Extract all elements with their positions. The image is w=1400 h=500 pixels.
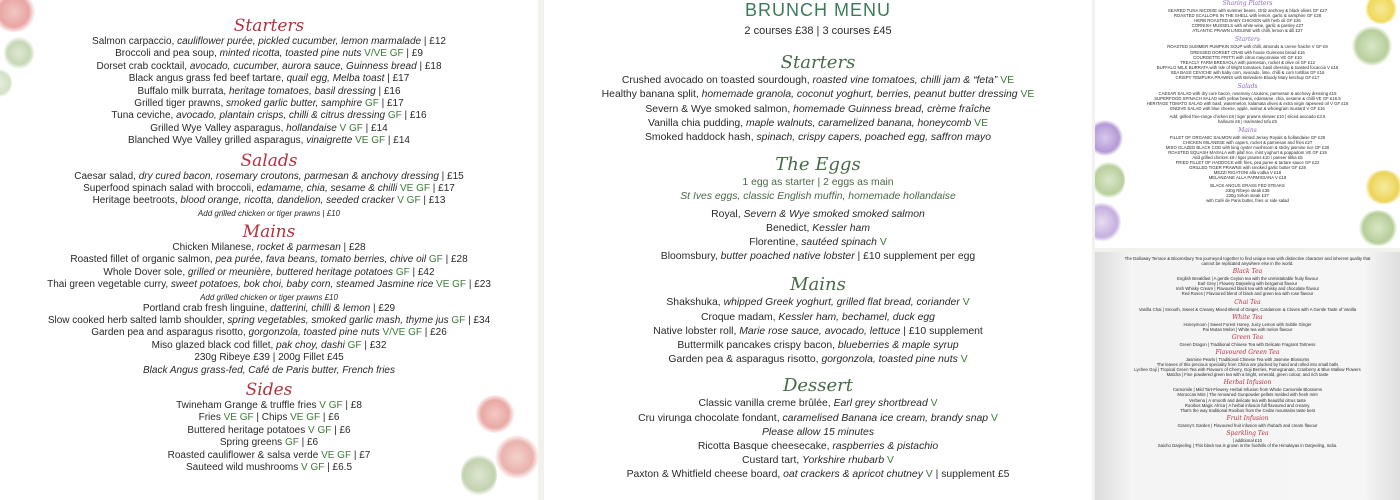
tea-item: Saicho Darjeeling | This black tea is grown in the foothills of the Himalayas in Darjeeling, India.	[1157, 442, 1338, 448]
tea-item: Jasmine Pearls | Traditional Chinese Tea with Jasmine Blossoms	[1185, 356, 1310, 362]
main-item: Chicken Milanese, rocket & parmesan | £28	[172, 241, 366, 253]
tea-section-heading: White Tea	[1232, 313, 1263, 321]
tiny-line: FRIED FILLET OF HADDOCK with fries, pea puree & tartare sauce GF £22	[1175, 160, 1320, 166]
tiny-line: CRISPY TEMPURA PRAWNS with Belvedere Bloody Mary ketchup GF £17	[1175, 75, 1320, 81]
brunch-main-item: Shakshuka, whipped Greek yoghurt, grilled flat bread, coriander V	[666, 297, 970, 309]
tea-section-heading: Flavoured Green Tea	[1215, 348, 1280, 356]
eggs-heading: The Eggs	[775, 154, 861, 176]
dessert-item: Ricotta Basque cheesecake, raspberries & pistachio	[697, 441, 939, 453]
tea-item: That's the way traditional Rooibos from the Cedar mountains taste best	[1179, 407, 1316, 413]
brunch-mains-heading: Mains	[790, 274, 846, 296]
dessert-item: Cru virunga chocolate fondant, caramelised Banana ice cream, brandy snap V	[638, 412, 998, 424]
tiny-line: SEA BASS CEVICHE with baby corn, avocado, lime, chilli & corn tortillas GF £16	[1170, 69, 1325, 75]
side-item: Sauteed wild mushrooms V GF | £6.5	[185, 461, 353, 473]
tiny-heading: Sharing Platters	[1222, 0, 1273, 7]
main-item: Slow cooked herb salted lamb shoulder, spring vegetables, smoked garlic mash, thyme jus GF | £34	[47, 314, 491, 326]
side-item: Roasted cauliflower & salsa verde VE GF | £7	[167, 449, 371, 461]
main-item: Roasted fillet of organic salmon, pea purée, fava beans, tomato berries, chive oil GF | £28	[70, 254, 468, 266]
mains-note: Add grilled chicken or tiger prawns £10	[200, 292, 338, 302]
tea-item: Verbena | A smooth and delicate tea with beautiful citrus taste	[1189, 397, 1306, 403]
tiny-line: Add grilled chicken £8 / tiger prawns £10 / paneer tikka £5	[1192, 155, 1303, 161]
tea-item: Moroccan Mint | The renowned Gunpowder pellets melded with fresh mint	[1177, 392, 1318, 398]
tiny-line: MISO GLAZED BLACK COD with king oyster mushroom & sticky jasmine rice GF £30	[1165, 144, 1330, 150]
tiny-heading: Salads	[1237, 83, 1258, 91]
steak-description: Black Angus grass-fed, Café de Paris butter, French fries	[143, 364, 395, 376]
tea-item: English Breakfast | A gentle Ceylon tea with the unmistakable fruity flavour	[1176, 276, 1319, 282]
main-item: Whole Dover sole, grilled or meunière, buttered heritage potatoes GF | £42	[103, 266, 435, 278]
tiny-line: DRESSED DORSET CRAB with house Guinness bread £16	[1190, 49, 1305, 55]
dessert-item: Paxton & Whitfield cheese board, oat crackers & apricot chutney V | supplement £5	[626, 469, 1010, 481]
tiny-line: 230g Ribeye steak £35	[1225, 187, 1270, 193]
egg-item: Florentine, sautéed spinach V	[749, 237, 887, 249]
tiny-line: ENDIVE SALAD with blue cheese, apple, walnut & wholegrain mustard V GF £16	[1170, 106, 1325, 112]
tiny-heading: Starters	[1235, 36, 1260, 44]
side-item: Spring greens GF | £6	[219, 437, 319, 449]
tiny-line: CORNISH MUSSELS with white wine, garlic & parsley £27	[1191, 23, 1304, 29]
salad-item: Caesar salad, dry cured bacon, rosemary croutons, parmesan & anchovy dressing | £15	[74, 170, 464, 182]
tiny-line: Add: grilled free-range chicken £8 | tiger prawns skewer £10 | sliced avocado £3.5	[1169, 113, 1326, 119]
dessert-note: Please allow 15 minutes	[761, 426, 875, 438]
tiny-line: MELANZANE ALLA PARMIGIANA V £18	[1208, 175, 1287, 181]
tiny-line: halloumi £6 | marinated tofu £5	[1218, 118, 1277, 124]
starter-item: Grilled Wye Valley asparagus, hollandaise V GF | £14	[150, 122, 388, 134]
brunch-title: BRUNCH MENU	[745, 0, 891, 20]
tea-item: Green Dragon | Traditional Chinese Tea with Delicate Fragrant Tartness	[1179, 341, 1316, 347]
main-item: Portland crab fresh linguine, datterini, chilli & lemon | £29	[142, 302, 396, 314]
dessert-heading: Dessert	[782, 375, 854, 397]
tea-section-heading: Sparkling Tea	[1226, 429, 1269, 437]
brunch-starter-item: Smoked haddock hash, spinach, crispy capers, poached egg, saffron mayo	[645, 132, 991, 144]
lemon-decoration-bottom	[1358, 160, 1400, 248]
tiny-line: SUPERFOOD SPINACH SALAD with yellow beans, edamame, chia, sesame & chilli VE GF £16.5	[1154, 96, 1341, 102]
side-item: Buttered heritage potatoes V GF | £6	[187, 424, 351, 436]
tea-item: Pai Mutan Melon | White tea with melon flavour	[1202, 326, 1293, 332]
tea-section-heading: Green Tea	[1231, 333, 1264, 341]
salad-item: Superfood spinach salad with broccoli, edamame, chia, sesame & chilli VE GF | £17	[83, 183, 455, 195]
brunch-menu-page	[544, 0, 1092, 500]
tiny-line: ATLANTIC PRAWN LINGUINE with chilli, lemon & dill £27	[1192, 28, 1303, 34]
tea-item: | additional £10	[1232, 437, 1263, 443]
dessert-item: Custard tart, Yorkshire rhubarb V	[742, 455, 894, 467]
salads-heading: Salads	[240, 150, 298, 171]
egg-item: Benedict, Kessler ham	[766, 222, 870, 234]
tiny-line: BUFFALO MILK BURRATA with Isle of Wight tomatoes, basil dressing & toasted focaccia V £16	[1156, 64, 1339, 70]
starter-item: Dorset crab cocktail, avocado, cucumber, aurora sauce, Guinness bread | £18	[96, 60, 442, 72]
lunch-menu-text	[1135, 0, 1360, 203]
brunch-starter-item: Severn & Wye smoked salmon, homemade Guinness bread, crème fraîche	[645, 103, 991, 115]
tiny-line: ROASTED SUMMER PUMPKIN SOUP with chilli, almonds & creme fraiche V GF £9	[1167, 44, 1328, 50]
tiny-line: 230g Sirloin steak £37	[1226, 192, 1269, 198]
tea-item: Earl Grey | Flowery Darjeeling with bergamot flavour	[1197, 281, 1298, 287]
brunch-main-item: Buttermilk pancakes crispy bacon, blueberries & maple syrup	[677, 340, 959, 352]
brunch-starter-item: Vanilla chia pudding, maple walnuts, caramelized banana, honeycomb VE	[647, 117, 989, 129]
tiny-line: COURGETTE FRITTI with citrus mayonnaise VE GF £10	[1193, 54, 1302, 60]
lunch-menu-thumbnail	[1095, 0, 1400, 248]
mains-heading: Mains	[242, 221, 296, 242]
tiny-line: GRILLED TIGER PRAWNS with smoked garlic butter GF £28	[1189, 165, 1306, 171]
tiny-line: ROASTED SQUASH MASALA with pilaf rice, mint yoghurt & poppadom VE GF £19	[1168, 149, 1327, 155]
starter-item: Black angus grass fed beef tartare, quail egg, Melba toast | £17	[128, 73, 410, 85]
tea-section-heading: Chai Tea	[1234, 298, 1261, 306]
eggs-description: St Ives eggs, classic English muffin, homemade hollandaise	[680, 191, 956, 203]
brunch-starter-item: Healthy banana split, homemade granola, coconut yoghurt, berries, peanut butter dressing VE	[601, 89, 1035, 101]
a-la-carte-menu-page	[0, 0, 538, 500]
tea-section-heading: Black Tea	[1232, 268, 1263, 276]
tiny-line: SEARED TUNA NICOISE with summer beans, Ortiz anchovy & black olives GF £27	[1167, 8, 1328, 13]
tea-menu-text	[1123, 256, 1372, 448]
dessert-item: Classic vanilla creme brûlée, Earl grey shortbread V	[698, 398, 938, 410]
tiny-line: with Café de Paris butter, fries or side salad	[1206, 197, 1289, 203]
salads-note: Add grilled chicken or tiger prawns | £10	[197, 208, 341, 218]
tea-intro: The Dalloway Terrace & Bloomsbury Tea journeyed together to find unique teas with distinctive character and inherent quality that cannot be replicated anywhere else in the world.	[1124, 256, 1371, 267]
starter-item: Salmon carpaccio, cauliflower purée, pickled cucumber, lemon marmalade | £12	[92, 36, 446, 47]
side-item: Fries VE GF | Chips VE GF | £6	[198, 412, 340, 424]
steak-prices: 230g Ribeye £39 | 200g Fillet £45	[194, 352, 344, 364]
tiny-line: CAESAR SALAD with dry cure bacon, rosemary croutons, parmesan & anchovy dressing £15	[1158, 91, 1337, 97]
tea-item: Granny's Garden | Flavoured fruit infusion with rhubarb and cream flavour	[1177, 422, 1318, 428]
tiny-line: TREACLY FARM BRESAOLA with parmesan, rocket & olive oil GF £12	[1179, 59, 1315, 65]
brunch-content	[544, 0, 1092, 483]
sides-heading: Sides	[245, 379, 293, 400]
starter-item: Broccoli and pea soup, minted ricotta, toasted pine nuts V/VE GF | £9	[115, 48, 423, 60]
eggs-subtitle: 1 egg as starter | 2 eggs as main	[742, 177, 894, 189]
starter-item: Grilled tiger prawns, smoked garlic butter, samphire GF | £17	[134, 98, 404, 110]
brunch-starter-item: Crushed avocado on toasted sourdough, roasted vine tomatoes, chilli jam & “feta” VE	[621, 75, 1015, 87]
tea-item: Irish Whisky Cream | Flavoured black tea with whisky and chocolate flavour	[1175, 286, 1320, 292]
main-item: Garden pea and asparagus risotto, gorgonzola, toasted pine nuts V/VE GF | £26	[91, 327, 447, 339]
tea-menu-thumbnail	[1095, 252, 1400, 500]
tea-item: Rooibos Magic Africa | A herbal infusion full flavoured and creamy.	[1184, 402, 1311, 408]
starters-heading: Starters	[233, 16, 305, 36]
tea-item: Vanilla Chai | Smooth, Sweet & Creamy Mixed Blend of Ginger, Cardamom & Cloves with A Gentle Taste of Vanilla	[1138, 306, 1357, 312]
starter-item: Tuna ceviche, avocado, plantain crisps, chilli & citrus dressing GF | £16	[111, 110, 427, 122]
brunch-starters-heading: Starters	[780, 52, 856, 74]
tiny-line: HERB ROASTED BABY CHICKEN with herb oil GF £26	[1194, 18, 1301, 24]
main-item: Thai green vegetable curry, sweet potatoes, bok choi, baby corn, steamed Jasmine rice VE GF | £23	[47, 279, 491, 291]
a-la-carte-content	[0, 14, 538, 474]
violet-decoration	[1095, 120, 1133, 248]
tea-item: Honeymoon | Sweet Forest Honey, Juicy Lemon with Subtle Ginger	[1183, 321, 1312, 327]
tiny-line: ROASTED SCALLOPS IN THE SHELL with lemon, garlic & samphire GF £28	[1173, 13, 1322, 19]
tiny-line: HERITAGE TOMATO SALAD with basil, watermelon, kalamata olives & extra virgin rapeseed oil V GF £16	[1146, 101, 1349, 107]
main-item: Miso glazed black cod fillet, pak choy, dashi GF | £32	[151, 339, 387, 351]
tiny-line: BLACK ANGUS GRASS FED STEAKS	[1210, 182, 1285, 188]
tiny-heading: Mains	[1238, 126, 1257, 134]
tea-item: Matcha | Fine powdered green tea with a bright, emerald, green colour, and rich taste	[1166, 372, 1329, 378]
egg-item: Royal, Severn & Wye smoked smoked salmon	[711, 208, 925, 220]
tiny-line: MEZZI RIGATONI alla vodka V £18	[1213, 170, 1282, 176]
egg-item: Bloomsbury, butter poached native lobster | £10 supplement per egg	[660, 251, 976, 263]
side-item: Twineham Grange & truffle fries V GF | £8	[176, 399, 362, 411]
tiny-line: FILLET OF ORGANIC SALMON with minted Jersey Royals & hollandaise GF £25	[1169, 134, 1326, 140]
tea-item: The leaves of this precious speciality from China are plucked by hand and rolled into small balls	[1156, 362, 1339, 368]
brunch-price: 2 courses £38 | 3 courses £45	[744, 25, 892, 37]
tea-section-heading: Fruit Infusion	[1226, 414, 1269, 422]
tea-section-heading: Herbal Infusion	[1223, 379, 1272, 387]
tiny-line: CHICKEN MILANESE with capers, rocket & parmesan and fries £27	[1182, 139, 1313, 145]
starter-item: Blanched Wye Valley grilled asparagus, vinaigrette VE GF | £14	[128, 135, 410, 147]
tea-item: Camomile | Mild Tart-Flowery Herbal Infusion from Whole Camomile Blossoms	[1172, 387, 1323, 393]
brunch-main-item: Croque madam, Kessler ham, bechamel, duck egg	[701, 311, 935, 323]
tea-item: Lychee Goji | Tropical Green Tea with Flavours of Cherry, Goji Berries, Pomegranate, Cranberry & Blue Mallow Flowers	[1134, 367, 1361, 373]
brunch-main-item: Native lobster roll, Marie rose sauce, avocado, lettuce | £10 supplement	[653, 325, 983, 337]
tea-item: Red Roses | Flavoured blend of black and green tea with rose flavour	[1181, 291, 1314, 297]
starter-item: Buffalo milk burrata, heritage tomatoes, basil dressing | £16	[137, 85, 401, 97]
brunch-main-item: Garden pea & asparagus risotto, gorgonzola, toasted pine nuts V	[668, 354, 968, 366]
salad-item: Heritage beetroots, blood orange, ricotta, dandelion, seeded cracker V GF | £13	[92, 195, 446, 207]
